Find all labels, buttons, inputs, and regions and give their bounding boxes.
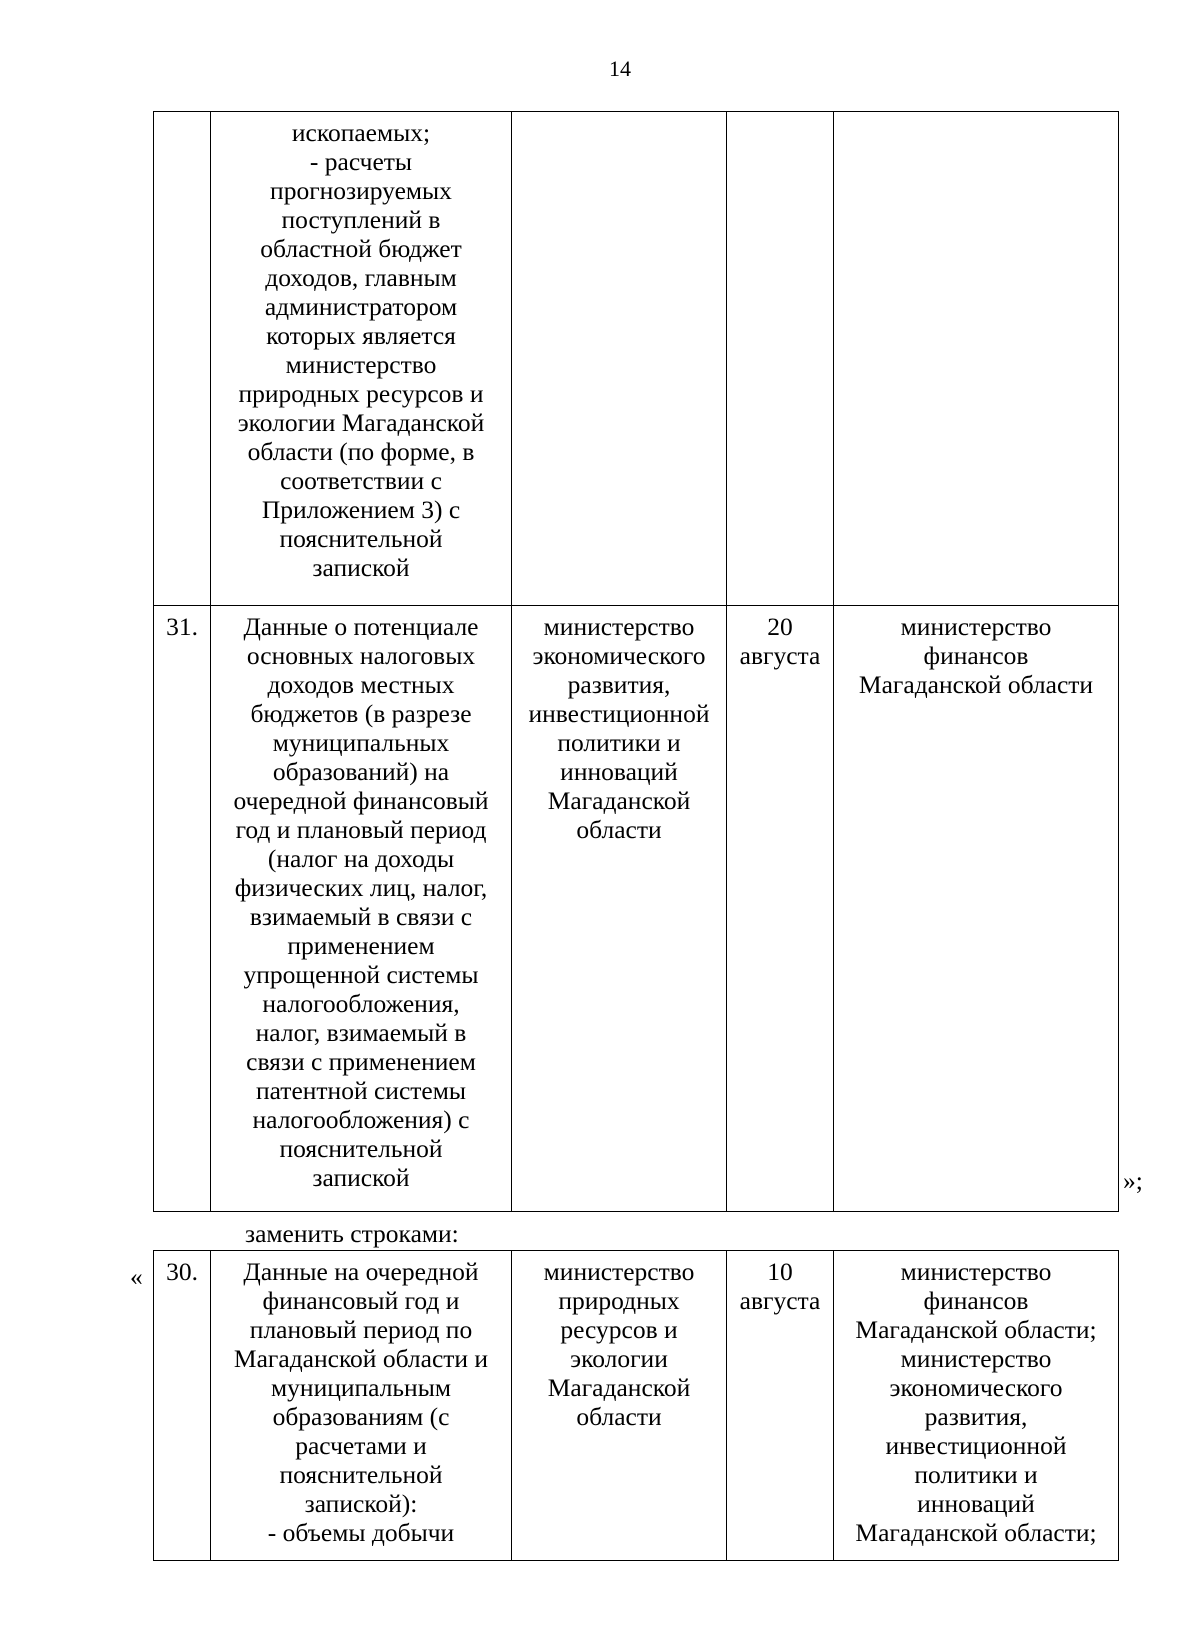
description-cell: ископаемых; - расчеты прогнозируемых поступлений в областной бюджет доходов, главным администратором которых является министерство природных ресурсов и экологии Магаданской области (по форме, в соответствии с Приложением 3) с пояснительной запиской (211, 112, 512, 606)
description-cell: Данные на очередной финансовый год и плановый период по Магаданской области и муниципальным образованиям (с расчетами и пояснительной запиской): - объемы добычи (211, 1251, 512, 1561)
data-schedule-table-continued (153, 111, 1119, 1212)
opening-quote: « (130, 1262, 143, 1291)
table-row (154, 1251, 1119, 1561)
page-number: 14 (609, 56, 631, 81)
recipient-cell: министерство финансов Магаданской области (834, 606, 1119, 1212)
table-row (154, 112, 1119, 606)
row-number-cell (154, 112, 211, 606)
provider-cell: министерство экономического развития, инвестиционной политики и инноваций Магаданской области (512, 606, 727, 1212)
recipient-cell: министерство финансов Магаданской области; министерство экономического развития, инвестиционной политики и инноваций Магаданской области; (834, 1251, 1119, 1561)
provider-cell (512, 112, 727, 606)
replacement-instruction: заменить строками: (245, 1219, 459, 1248)
table-row (154, 606, 1119, 1212)
data-schedule-table-replacement (153, 1250, 1119, 1561)
closing-quote: »; (1123, 1166, 1143, 1195)
deadline-cell: 10 августа (727, 1251, 834, 1561)
recipient-cell (834, 112, 1119, 606)
row-number-cell: 31. (154, 606, 211, 1212)
description-cell: Данные о потенциале основных налоговых доходов местных бюджетов (в разрезе муниципальных образований) на очередной финансовый год и плановый период (налог на доходы физических лиц, налог, взимаемый в связи с применением упрощенной системы налогообложения, налог, взимаемый в связи с применением патентной системы налогообложения) с пояснительной запиской (211, 606, 512, 1212)
deadline-cell: 20 августа (727, 606, 834, 1212)
provider-cell: министерство природных ресурсов и экологии Магаданской области (512, 1251, 727, 1561)
deadline-cell (727, 112, 834, 606)
row-number-cell: 30. (154, 1251, 211, 1561)
